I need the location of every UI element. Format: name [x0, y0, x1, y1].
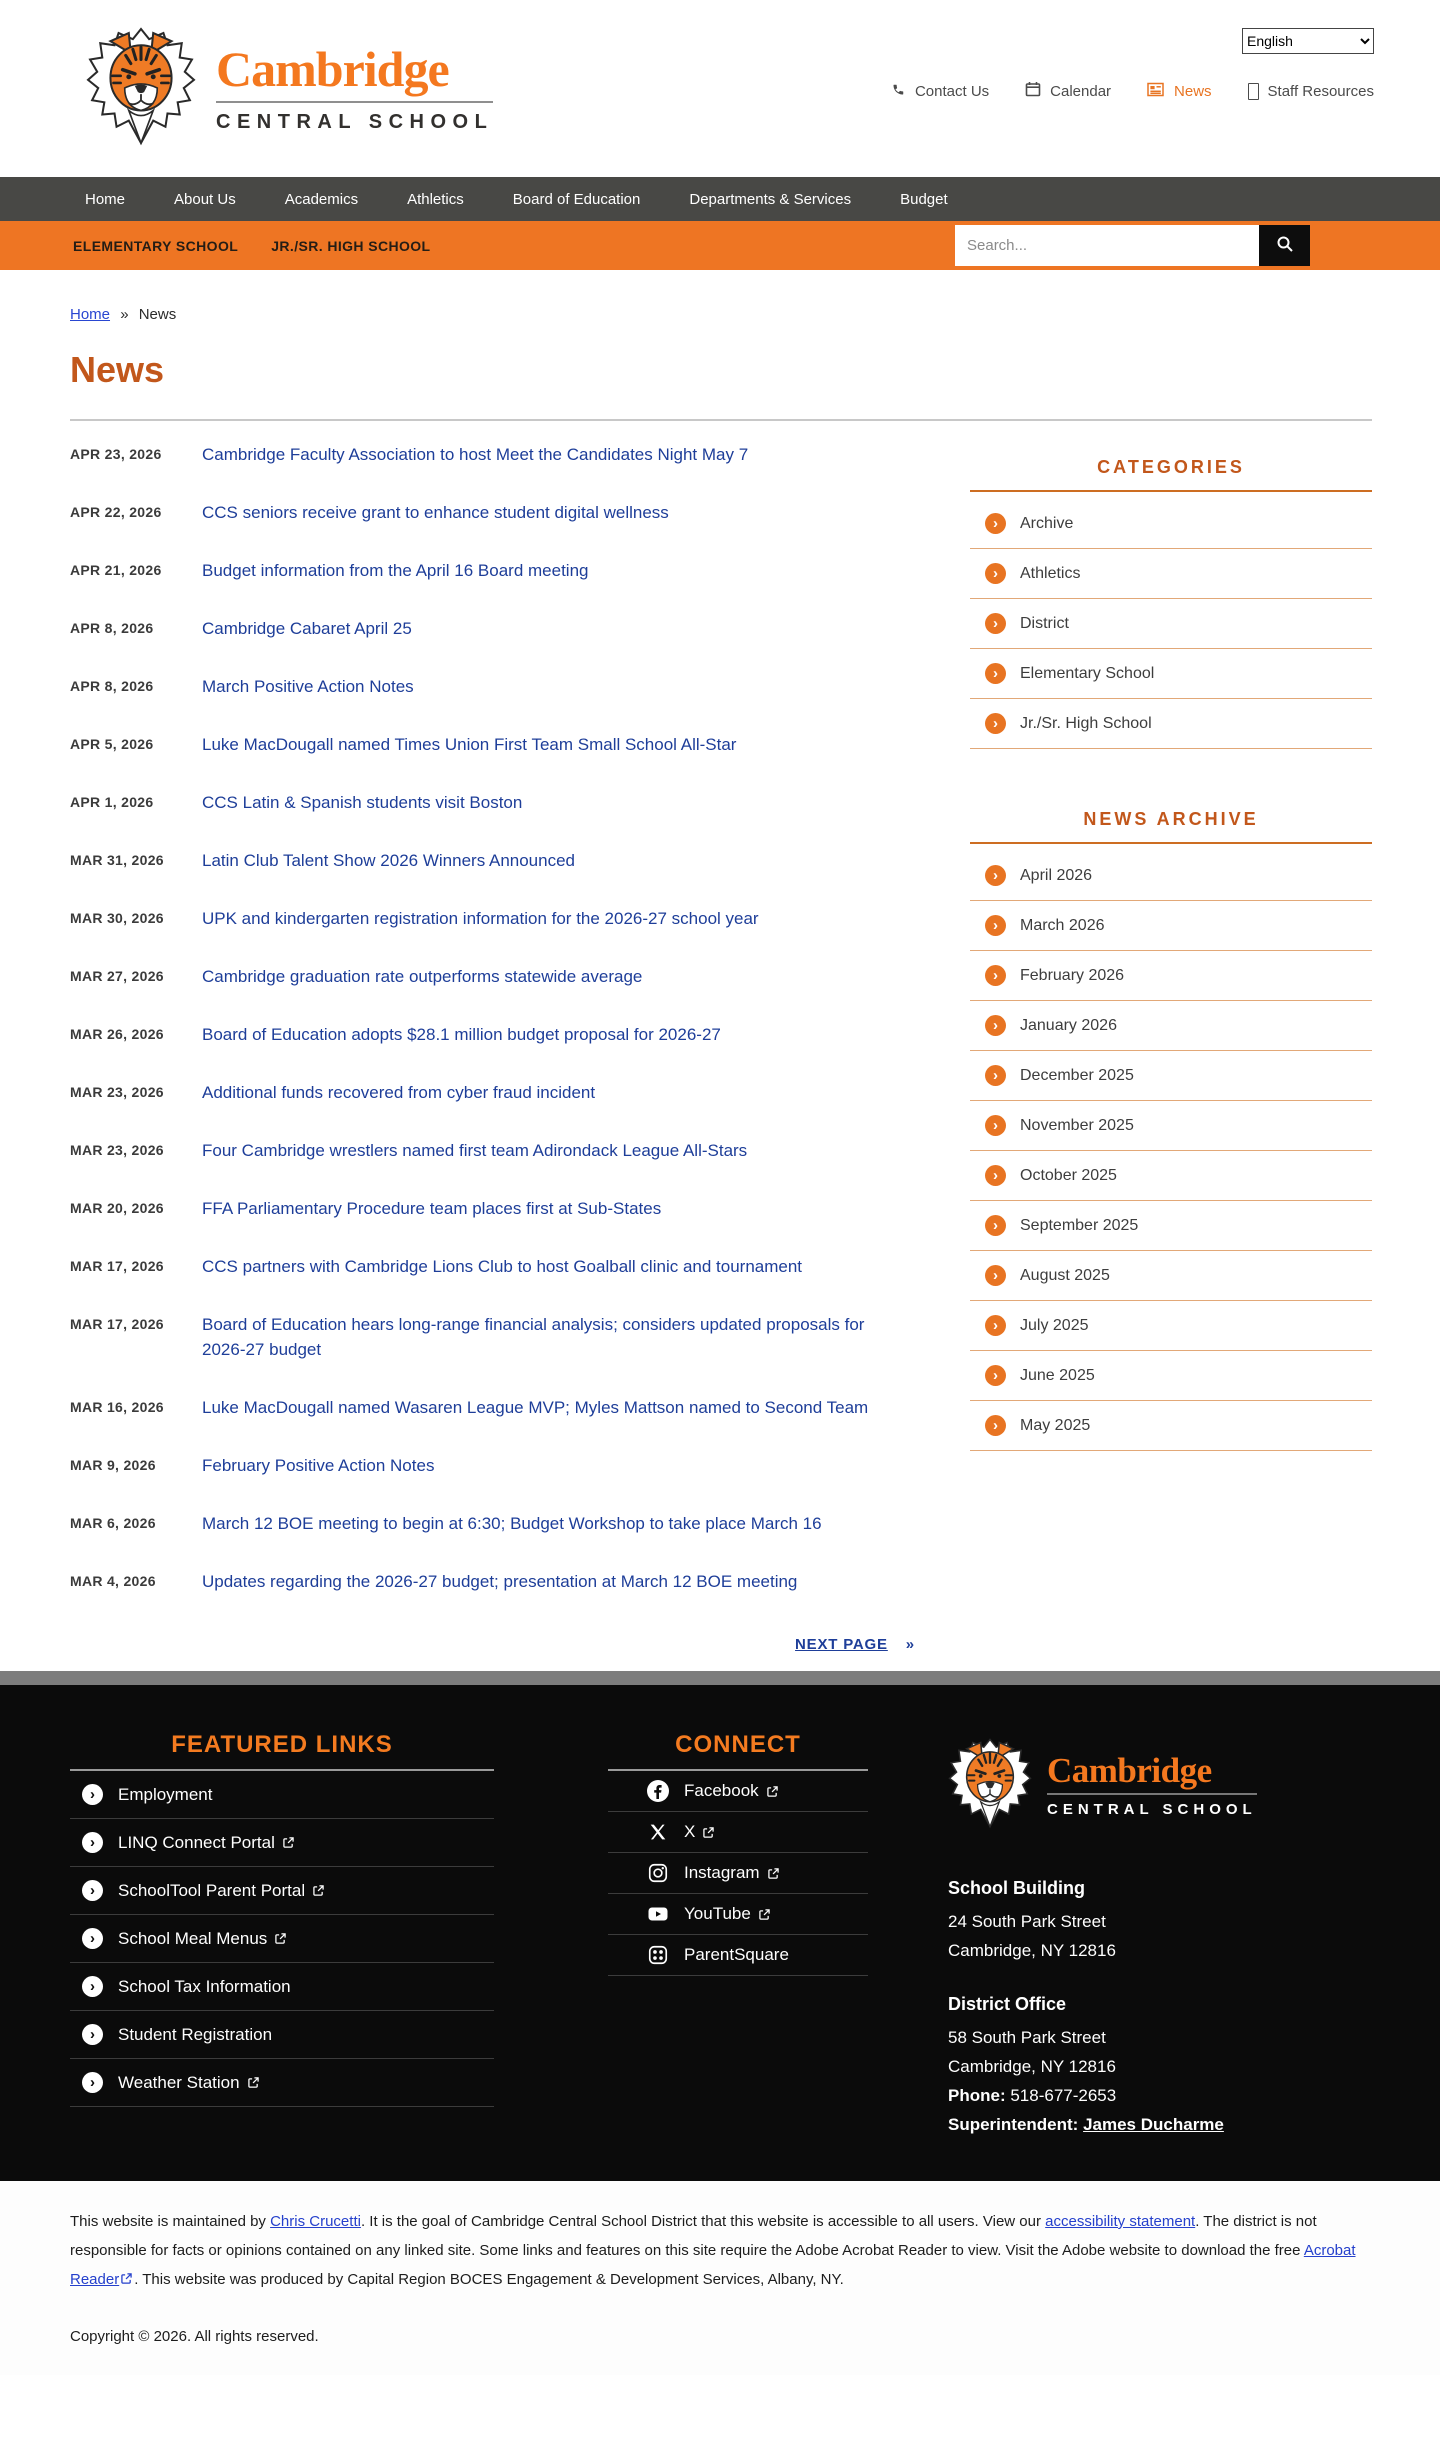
nav-item-departments-services[interactable]: Departments & Services — [689, 190, 852, 208]
archive-item-may-2025[interactable] — [970, 1401, 1372, 1451]
news-title-link[interactable]: UPK and kindergarten registration information for the 2026-27 school year — [202, 909, 759, 928]
chevron-icon: › — [985, 1365, 1006, 1386]
chevron-icon: › — [82, 2072, 103, 2093]
legal-text-part: . The district is not responsible for facts or opinions contained on any linked site. Some links and features on this site require the Adobe Acrobat Reader to view. Visit the Adobe website to download the free — [70, 2213, 1317, 2259]
news-date: MAR 4, 2026 — [70, 1573, 156, 1589]
chevron-icon: › — [985, 915, 1006, 936]
chevron-icon: › — [82, 1928, 103, 1949]
connect-item-youtube[interactable] — [608, 1894, 868, 1935]
news-row — [70, 790, 920, 815]
category-item-elementary-school[interactable] — [970, 649, 1372, 699]
news-archive-heading-rule — [970, 842, 1372, 844]
external-link-icon — [248, 2077, 259, 2088]
archive-item-march-2026[interactable] — [970, 901, 1372, 951]
news-title-link[interactable]: March 12 BOE meeting to begin at 6:30; Budget Workshop to take place March 16 — [202, 1514, 822, 1533]
nav-item-home[interactable]: Home — [85, 190, 126, 208]
news-date: MAR 9, 2026 — [70, 1457, 156, 1473]
logo-text — [216, 40, 494, 134]
archive-link[interactable]: June 2025 — [1020, 1366, 1095, 1384]
news-row — [70, 1395, 920, 1420]
archive-link[interactable]: January 2026 — [1020, 1016, 1117, 1034]
news-row — [70, 1569, 920, 1594]
site-header — [0, 0, 1440, 177]
header-right — [891, 28, 1374, 101]
archive-item-september-2025[interactable] — [970, 1201, 1372, 1251]
chevron-icon: › — [985, 1415, 1006, 1436]
news-row — [70, 1138, 920, 1163]
footer-top-strip — [0, 1671, 1440, 1685]
district-office-heading: District Office — [948, 1994, 1067, 2014]
news-date: APR 21, 2026 — [70, 562, 162, 578]
chevron-icon: › — [985, 965, 1006, 986]
featured-links-column — [70, 1731, 494, 2139]
jr-sr-high-school-link[interactable]: JR./SR. HIGH SCHOOL — [271, 237, 431, 254]
news-row — [70, 616, 920, 641]
archive-item-november-2025[interactable] — [970, 1101, 1372, 1151]
news-label: News — [1174, 82, 1212, 100]
external-link-icon — [275, 1933, 286, 1944]
category-link[interactable]: Archive — [1020, 514, 1074, 532]
news-row — [70, 1196, 920, 1221]
phone-line — [948, 2081, 1378, 2110]
archive-link[interactable]: December 2025 — [1020, 1066, 1134, 1084]
archive-link[interactable]: March 2026 — [1020, 916, 1105, 934]
language-select[interactable] — [1242, 28, 1374, 54]
featured-item-student-registration[interactable] — [70, 2011, 494, 2059]
legal-section — [0, 2181, 1440, 2375]
sidebar — [970, 421, 1372, 1451]
maintainer-link[interactable]: Chris Crucetti — [270, 2213, 361, 2230]
connect-item-instagram[interactable] — [608, 1853, 868, 1894]
news-date: MAR 6, 2026 — [70, 1515, 156, 1531]
district-office-address-line2: Cambridge, NY 12816 — [948, 2057, 1116, 2076]
chevron-icon: › — [985, 713, 1006, 734]
categories-heading-rule — [970, 490, 1372, 492]
connect-heading: CONNECT — [675, 1731, 801, 1758]
school-sub-bar — [0, 221, 1440, 270]
news-title-link[interactable]: CCS partners with Cambridge Lions Club to host Goalball clinic and tournament — [202, 1257, 803, 1276]
featured-link[interactable]: LINQ Connect Portal — [118, 1833, 294, 1853]
archive-link[interactable]: September 2025 — [1020, 1216, 1139, 1234]
news-row — [70, 1453, 920, 1478]
chevron-icon: › — [985, 1015, 1006, 1036]
archive-item-june-2025[interactable] — [970, 1351, 1372, 1401]
archive-link[interactable]: November 2025 — [1020, 1116, 1134, 1134]
news-title-link[interactable]: March Positive Action Notes — [202, 677, 414, 696]
acrobat-reader-link[interactable]: Acrobat Reader — [70, 2242, 1356, 2288]
featured-links-heading: FEATURED LINKS — [171, 1731, 393, 1758]
chevron-icon: › — [82, 1832, 103, 1853]
external-link-icon — [768, 1868, 779, 1879]
news-title-link[interactable]: FFA Parliamentary Procedure team places first at Sub-States — [202, 1199, 662, 1218]
featured-link[interactable]: School Tax Information — [118, 1976, 291, 1996]
school-building-address-line2: Cambridge, NY 12816 — [948, 1941, 1116, 1960]
archive-item-february-2026[interactable] — [970, 951, 1372, 1001]
external-link-icon — [313, 1885, 324, 1896]
newspaper-icon — [1147, 82, 1165, 101]
news-date: MAR 30, 2026 — [70, 910, 164, 926]
instagram-link[interactable]: Instagram — [684, 1863, 779, 1883]
chevron-icon: › — [82, 1976, 103, 1997]
logo-title: Cambridge — [216, 40, 449, 97]
featured-item-linq-connect-portal[interactable] — [70, 1819, 494, 1867]
site-footer — [0, 1685, 1440, 2181]
archive-link[interactable]: August 2025 — [1020, 1266, 1110, 1284]
news-row — [70, 442, 920, 467]
pagination — [430, 1636, 1280, 1653]
youtube-link[interactable]: YouTube — [684, 1904, 770, 1924]
news-title-link[interactable]: Board of Education hears long-range financial analysis; considers updated proposals for 2026-27 budget — [202, 1315, 865, 1359]
staff-resources-label: Staff Resources — [1267, 82, 1374, 100]
calendar-icon — [1025, 81, 1041, 101]
header-utility-links — [891, 81, 1374, 101]
external-link-icon — [759, 1909, 770, 1920]
nav-item-board-of-education[interactable]: Board of Education — [512, 190, 641, 208]
chevron-icon: › — [985, 1265, 1006, 1286]
archive-item-april-2026[interactable] — [970, 851, 1372, 901]
breadcrumb-separator: » — [120, 306, 129, 323]
legal-text-part: . This website was produced by Capital Region BOCES Engagement & Development Services, Albany, NY. — [134, 2271, 844, 2288]
x-icon — [646, 1820, 670, 1844]
facebook-icon — [646, 1779, 670, 1803]
footer-contact-column — [948, 1731, 1378, 2139]
news-title-link[interactable]: Cambridge Cabaret April 25 — [202, 619, 412, 638]
news-date: MAR 20, 2026 — [70, 1200, 164, 1216]
external-link-icon — [767, 1786, 778, 1797]
news-title-link[interactable]: Updates regarding the 2026-27 budget; presentation at March 12 BOE meeting — [202, 1572, 798, 1591]
category-link[interactable]: Athletics — [1020, 564, 1081, 582]
news-date: APR 8, 2026 — [70, 620, 154, 636]
search-icon — [1276, 235, 1294, 256]
news-title-link[interactable]: Cambridge Faculty Association to host Meet the Candidates Night May 7 — [202, 445, 749, 464]
breadcrumb-current: News — [138, 306, 177, 323]
footer-logo-text — [1047, 1750, 1257, 1819]
archive-link[interactable]: February 2026 — [1020, 966, 1125, 984]
external-link-icon — [121, 2273, 132, 2284]
chevron-icon: › — [82, 2024, 103, 2045]
chevron-icon: › — [985, 1165, 1006, 1186]
news-archive-heading: NEWS ARCHIVE — [1083, 809, 1259, 829]
instagram-icon — [646, 1861, 670, 1885]
news-date: MAR 17, 2026 — [70, 1316, 164, 1332]
news-row — [70, 906, 920, 931]
chevron-icon: › — [985, 1315, 1006, 1336]
footer-logo-title: Cambridge — [1047, 1750, 1212, 1790]
footer-logo-divider — [1047, 1793, 1257, 1795]
chevron-icon: › — [985, 663, 1006, 684]
calendar-link[interactable] — [1025, 81, 1111, 101]
tiger-logo-icon — [948, 1735, 1032, 1836]
district-office-address-line1: 58 South Park Street — [948, 2028, 1106, 2047]
news-title-link[interactable]: CCS seniors receive grant to enhance student digital wellness — [202, 503, 669, 522]
youtube-icon — [646, 1902, 670, 1926]
category-item-district[interactable] — [970, 599, 1372, 649]
news-date: MAR 23, 2026 — [70, 1084, 164, 1100]
category-item-athletics[interactable] — [970, 549, 1372, 599]
school-building-heading: School Building — [948, 1878, 1085, 1898]
superintendent-link[interactable]: James Ducharme — [1083, 2115, 1224, 2134]
news-date: MAR 27, 2026 — [70, 968, 164, 984]
news-row — [70, 1022, 920, 1047]
nav-item-academics[interactable]: Academics — [284, 190, 359, 208]
news-date: APR 22, 2026 — [70, 504, 162, 520]
chevron-icon: › — [985, 613, 1006, 634]
elementary-school-link[interactable]: ELEMENTARY SCHOOL — [73, 237, 239, 254]
news-title-link[interactable]: Luke MacDougall named Times Union First Team Small School All-Star — [202, 735, 737, 754]
archive-item-october-2025[interactable] — [970, 1151, 1372, 1201]
search-bar — [955, 225, 1310, 266]
news-row — [70, 1312, 920, 1362]
chevron-icon: › — [985, 1215, 1006, 1236]
featured-item-school-meal-menus[interactable] — [70, 1915, 494, 1963]
legal-text — [70, 2207, 1370, 2294]
chevron-icon: › — [82, 1784, 103, 1805]
news-date: APR 8, 2026 — [70, 678, 154, 694]
news-title-link[interactable]: Four Cambridge wrestlers named first team Adirondack League All-Stars — [202, 1141, 748, 1160]
footer-logo — [948, 1735, 1378, 1836]
category-link[interactable]: Elementary School — [1020, 664, 1155, 682]
news-title-link[interactable]: Luke MacDougall named Wasaren League MVP; Myles Mattson named to Second Team — [202, 1398, 869, 1417]
connect-item-facebook[interactable] — [608, 1771, 868, 1812]
archive-item-december-2025[interactable] — [970, 1051, 1372, 1101]
featured-link[interactable]: Student Registration — [118, 2024, 273, 2044]
news-title-link[interactable]: CCS Latin & Spanish students visit Boston — [202, 793, 523, 812]
chevron-icon: › — [985, 513, 1006, 534]
news-date: MAR 16, 2026 — [70, 1399, 164, 1415]
news-date: MAR 17, 2026 — [70, 1258, 164, 1274]
archive-item-july-2025[interactable] — [970, 1301, 1372, 1351]
category-link[interactable]: District — [1020, 614, 1069, 632]
archive-item-january-2026[interactable] — [970, 1001, 1372, 1051]
featured-link[interactable]: School Meal Menus — [118, 1929, 286, 1949]
contact-info — [948, 1874, 1378, 2139]
archive-link[interactable]: April 2026 — [1020, 866, 1093, 884]
news-date: MAR 23, 2026 — [70, 1142, 164, 1158]
news-title-link[interactable]: February Positive Action Notes — [202, 1456, 435, 1475]
news-title-link[interactable]: Budget information from the April 16 Board meeting — [202, 561, 589, 580]
news-row — [70, 1511, 920, 1536]
breadcrumb — [70, 306, 1372, 323]
news-link[interactable] — [1147, 82, 1212, 101]
archive-link[interactable]: July 2025 — [1020, 1316, 1089, 1334]
connect-item-x[interactable] — [608, 1812, 868, 1853]
featured-item-employment[interactable] — [70, 1771, 494, 1819]
connect-column — [608, 1731, 868, 2139]
news-row — [70, 558, 920, 583]
chevron-icon: › — [985, 1065, 1006, 1086]
categories-box — [970, 457, 1372, 749]
news-date: MAR 31, 2026 — [70, 852, 164, 868]
news-row — [70, 1080, 920, 1105]
archive-item-august-2025[interactable] — [970, 1251, 1372, 1301]
featured-link[interactable]: Weather Station — [118, 2073, 259, 2093]
external-link-icon — [283, 1837, 294, 1848]
footer-logo-subtitle: CENTRAL SCHOOL — [1047, 1800, 1257, 1818]
staff-resources-link[interactable] — [1248, 83, 1374, 100]
contact-us-label: Contact Us — [914, 82, 990, 100]
contact-us-link[interactable] — [891, 82, 989, 101]
featured-item-school-tax-information[interactable] — [70, 1963, 494, 2011]
chevron-icon: › — [985, 563, 1006, 584]
calendar-label: Calendar — [1050, 82, 1112, 100]
superintendent-label: Superintendent: — [948, 2115, 1079, 2134]
parentsquare-link[interactable]: ParentSquare — [684, 1945, 789, 1964]
parentsquare-icon — [646, 1943, 670, 1967]
archive-link[interactable]: October 2025 — [1020, 1166, 1117, 1184]
accessibility-statement-link[interactable]: accessibility statement — [1045, 2213, 1196, 2230]
main-nav — [0, 177, 1440, 221]
news-list — [70, 421, 920, 1653]
chevron-icon: › — [82, 1880, 103, 1901]
news-title-link[interactable]: Cambridge graduation rate outperforms statewide average — [202, 967, 643, 986]
main-content — [0, 306, 1440, 1671]
copyright: Copyright © 2026. All rights reserved. — [70, 2328, 319, 2345]
search-button[interactable] — [1259, 225, 1310, 266]
x-link[interactable]: X — [684, 1822, 714, 1842]
nav-item-about-us[interactable]: About Us — [174, 190, 236, 208]
categories-heading: CATEGORIES — [1097, 457, 1245, 477]
featured-item-schooltool-parent-portal[interactable] — [70, 1867, 494, 1915]
phone-label: Phone: — [948, 2086, 1006, 2105]
search-input[interactable] — [955, 225, 1259, 266]
chevron-icon: › — [985, 865, 1006, 886]
logo-subtitle: CENTRAL SCHOOL — [216, 110, 494, 133]
news-row — [70, 1254, 920, 1279]
category-link[interactable]: Jr./Sr. High School — [1020, 714, 1152, 732]
phone-icon — [891, 82, 906, 101]
site-logo[interactable] — [86, 24, 493, 153]
featured-link[interactable]: Employment — [118, 1784, 213, 1804]
category-item-archive[interactable] — [970, 499, 1372, 549]
breadcrumb-home-link[interactable]: Home — [70, 306, 111, 323]
nav-item-athletics[interactable]: Athletics — [407, 190, 464, 208]
staff-resources-icon — [1248, 83, 1259, 100]
chevron-icon: › — [985, 1115, 1006, 1136]
category-item-jr-sr-high-school[interactable] — [970, 699, 1372, 749]
archive-link[interactable]: May 2025 — [1020, 1416, 1091, 1434]
page-title: News — [70, 349, 165, 390]
nav-item-budget[interactable]: Budget — [900, 190, 948, 208]
news-date: APR 23, 2026 — [70, 446, 162, 462]
school-building-address-line1: 24 South Park Street — [948, 1912, 1106, 1931]
news-title-link[interactable]: Board of Education adopts $28.1 million budget proposal for 2026-27 — [202, 1025, 721, 1044]
featured-item-weather-station[interactable] — [70, 2059, 494, 2107]
next-page-link[interactable]: NEXT PAGE — [795, 1636, 888, 1653]
connect-item-parentsquare[interactable] — [608, 1935, 868, 1976]
legal-text-part: . It is the goal of Cambridge Central School District that this website is accessible to all users. View our — [360, 2213, 1046, 2230]
news-row — [70, 848, 920, 873]
news-row — [70, 964, 920, 989]
legal-text-part: This website is maintained by — [70, 2213, 271, 2230]
tiger-logo-icon — [86, 24, 196, 153]
news-date: APR 5, 2026 — [70, 736, 154, 752]
news-row — [70, 732, 920, 757]
news-date: MAR 26, 2026 — [70, 1026, 164, 1042]
news-archive-box — [970, 809, 1372, 1451]
featured-link[interactable]: SchoolTool Parent Portal — [118, 1881, 324, 1901]
news-row — [70, 500, 920, 525]
logo-divider — [216, 101, 493, 103]
next-page-arrow[interactable]: » — [905, 1636, 915, 1653]
superintendent-line — [948, 2110, 1378, 2139]
facebook-link[interactable]: Facebook — [684, 1781, 778, 1801]
news-title-link[interactable]: Latin Club Talent Show 2026 Winners Announced — [202, 851, 575, 870]
phone-number: 518-677-2653 — [1010, 2086, 1117, 2105]
news-date: APR 1, 2026 — [70, 794, 154, 810]
news-title-link[interactable]: Additional funds recovered from cyber fraud incident — [202, 1083, 596, 1102]
news-row — [70, 674, 920, 699]
external-link-icon — [703, 1827, 714, 1838]
